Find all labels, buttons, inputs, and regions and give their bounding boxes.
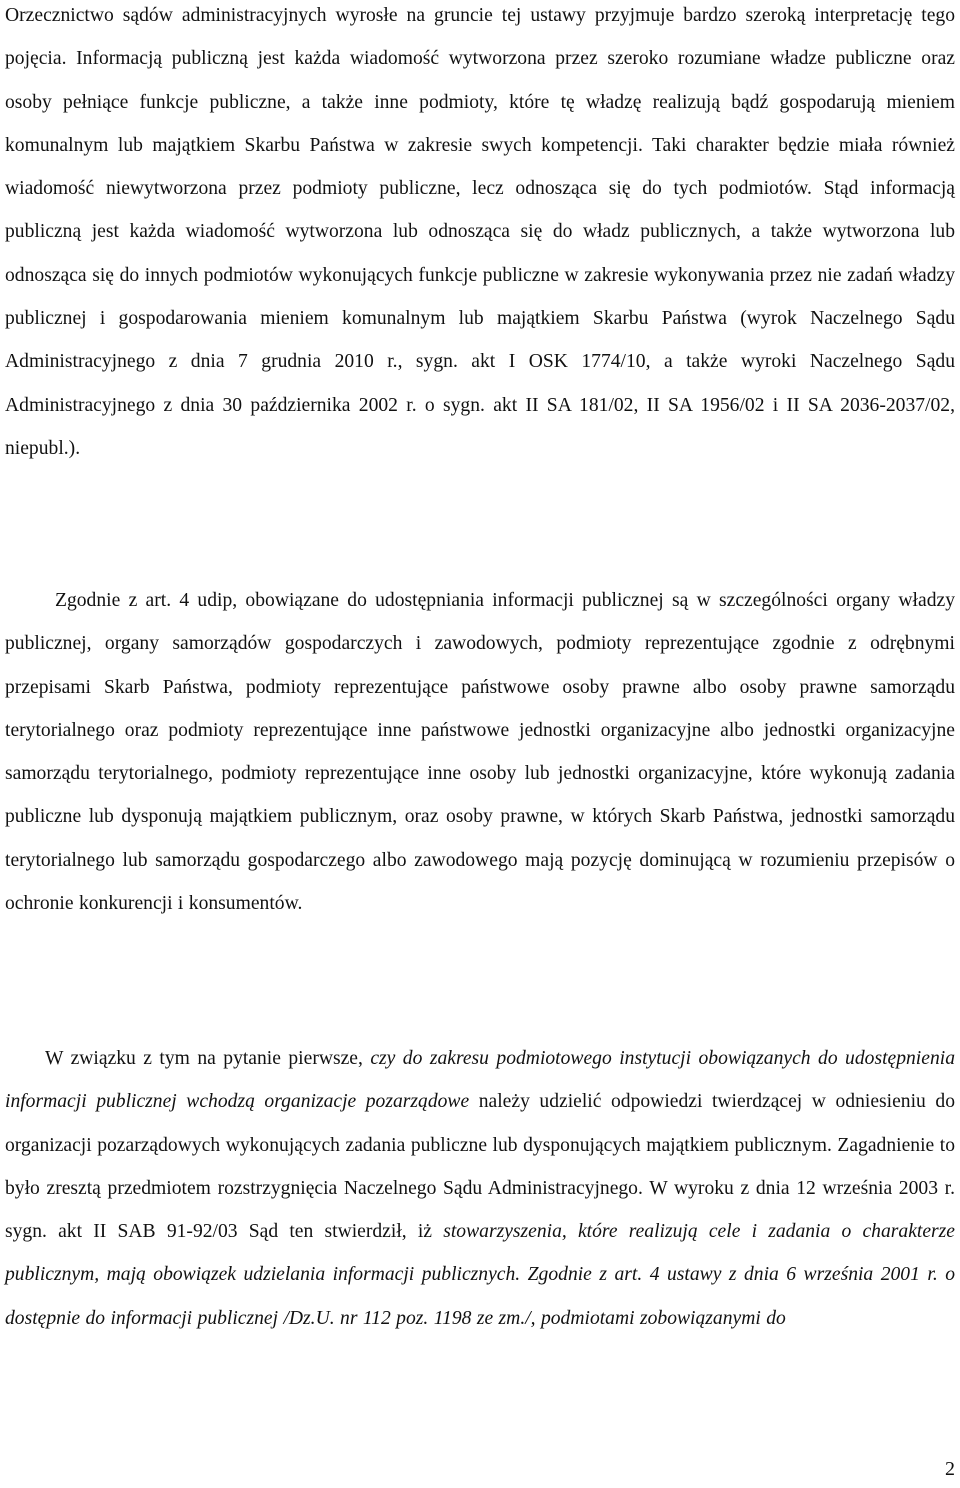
paragraph-first-question-body: należy udzielić odpowiedzi twierdzącej w odniesieniu do organizacji pozarządowych wykonujących zadania publiczne lub dysponujących majątkiem publicznym. Zagadnienie to było zresztą przedmiotem rozstrzygnięcia Naczelnego Sądu Administracyjnego. W wyroku z dnia 12 września 2003 r. sygn. akt II SAB 91-92/03 Sąd ten stwierdził, iż — [5, 1091, 955, 1243]
paragraph-first-question — [5, 1037, 955, 1340]
page-number: 2 — [945, 1458, 955, 1480]
question-quote: czy do zakresu podmiotowego instytucji obowiązanych do udostępnienia informacji publicznej wchodzą organizacje pozarządowe — [5, 1048, 955, 1113]
paragraph-article-4: Zgodnie z art. 4 udip, obowiązane do udostępniania informacji publicznej są w szczególności organy władzy publicznej, organy samorządów gospodarczych i zawodowych, podmioty reprezentujące zgodnie z odrębnymi przepisami Skarb Państwa, podmioty reprezentujące państwowe osoby prawne albo osoby prawne samorządu terytorialnego oraz podmioty reprezentujące inne państwowe jednostki organizacyjne albo jednostki organizacyjne samorządu terytorialnego, podmioty reprezentujące inne osoby lub jednostki organizacyjne, które wykonują zadania publiczne lub dysponują majątkiem publicznym, oraz osoby prawne, w których Skarb Państwa, jednostki samorządu terytorialnego lub samorządu gospodarczego albo zawodowego mają pozycję dominującą w rozumieniu przepisów o ochronie konkurencji i konsumentów. — [5, 590, 955, 915]
paragraph-first-question-intro: W związku z tym na pytanie pierwsze, — [45, 1048, 371, 1069]
judgment-quote: stowarzyszenia, które realizują cele i zadania o charakterze publicznym, mają obowiązek udzielania informacji publicznych. Zgodnie z art. 4 ustawy z dnia 6 września 2001 r. o dostępnie do informacji publicznej /Dz.U. nr 112 poz. 1198 ze zm./, podmiotami zobowiązanymi do — [5, 1221, 955, 1329]
paragraph-case-law: Orzecznictwo sądów administracyjnych wyrosłe na gruncie tej ustawy przyjmuje bardzo szeroką interpretację tego pojęcia. Informacją publiczną jest każda wiadomość wytworzona przez szeroko rozumiane władze publiczne oraz osoby pełniące funkcje publiczne, a także inne podmioty, które tę władzę realizują bądź gospodarują mieniem komunalnym lub majątkiem Skarbu Państwa w zakresie swych kompetencji. Taki charakter będzie miała również wiadomość niewytworzona przez podmioty publiczne, lecz odnosząca się do tych podmiotów. Stąd informacją publiczną jest każda wiadomość wytworzona lub odnosząca się do władz publicznych, a także wytworzona lub odnosząca się do innych podmiotów wykonujących funkcje publiczne w zakresie wykonywania przez nie zadań władzy publicznej i gospodarowania mieniem komunalnym lub majątkiem Skarbu Państwa (wyrok Naczelnego Sądu Administracyjnego z dnia 7 grudnia 2010 r., sygn. akt I OSK 1774/10, a także wyroki Naczelnego Sądu Administracyjnego z dnia 30 października 2002 r. o sygn. akt II SA 181/02, II SA 1956/02 i II SA 2036-2037/02, niepubl.). — [5, 5, 955, 459]
